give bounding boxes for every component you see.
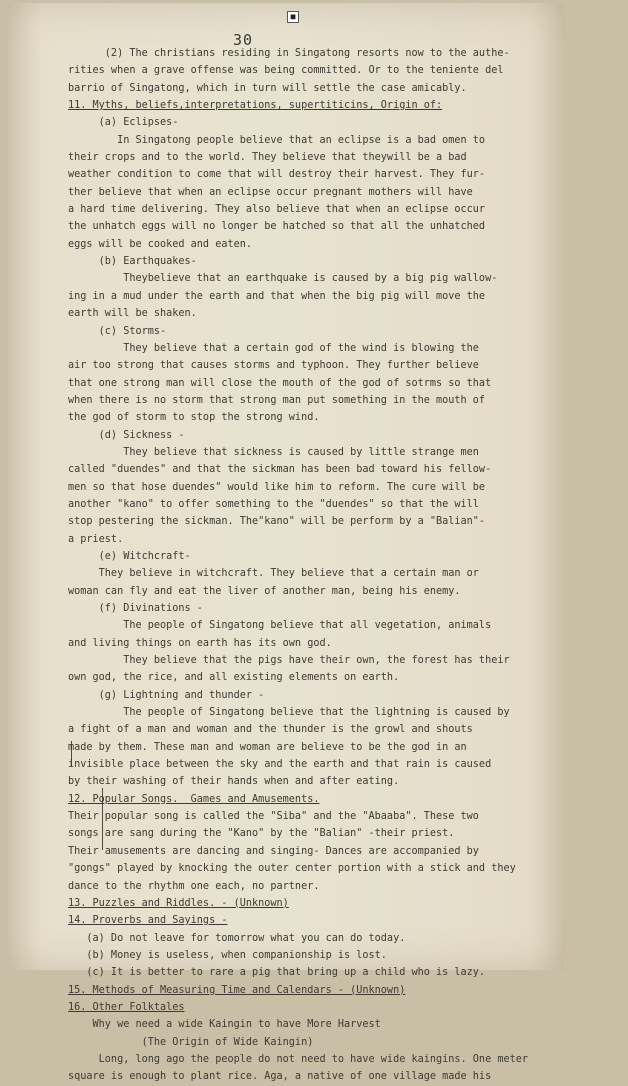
section-heading: 13. Puzzles and Riddles. - (Unknown) [68,897,289,909]
text-line: (b) Earthquakes- [68,256,197,268]
section-heading: 11. Myths, beliefs,interpretations, supertiticins, Origin of: [68,100,443,112]
text-line: when there is no storm that strong man put something in the mouth of [68,394,486,406]
section-heading: 15. Methods of Measuring Time and Calendars - (Unknown) [68,984,406,996]
text-line: another "kano" to offer something to the "duendes" so that the will [68,498,479,510]
text-line: the unhatch eggs will no longer be hatched so that all the unhatched [68,221,486,233]
text-line: earth will be shaken. [68,308,197,320]
text-line: (c) It is better to rare a pig that bring up a child who is lazy. [68,967,486,979]
text-line: rities when a grave offense was being committed. Or to the teniente del [68,65,504,77]
typed-text-body [0,45,628,1086]
library-stamp-icon: ■ [287,11,299,23]
text-line: a fight of a man and woman and the thunder is the growl and shouts [68,724,473,736]
text-line: and living things on earth has its own god. [68,637,332,649]
text-line: They believe in witchcraft. They believe that a certain man or [68,568,479,580]
text-line: air too strong that causes storms and typhoon. They further believe [68,360,479,372]
text-line: (a) Do not leave for tomorrow what you can do today. [68,932,406,944]
text-line: ing in a mud under the earth and that when the big pig will move the [68,290,486,302]
text-line: called "duendes" and that the sickman has been bad toward his fellow- [68,464,492,476]
text-line: eggs will be cooked and eaten. [68,238,253,250]
text-line: own god, the rice, and all existing elements on earth. [68,672,400,684]
document-page [8,3,564,1083]
text-line: invisible place between the sky and the earth and that rain is caused [68,759,492,771]
text-line: barrio of Singatong, which in turn will settle the case amicably. [68,82,467,94]
text-line: made by them. These man and woman are believe to be the god in an [68,741,467,753]
text-line: (d) Sickness - [68,429,185,441]
text-line: "gongs" played by knocking the outer center portion with a stick and they [68,863,516,875]
page-number: 30 [233,31,254,49]
text-line: woman can fly and eat the liver of another man, being his enemy. [68,585,461,597]
text-line: a priest. [68,533,124,545]
text-line: songs are sang during the "Kano" by the "Balian" -their priest. [68,828,455,840]
text-line: their crops and to the world. They believe that theywill be a bad [68,152,467,164]
text-line: (c) Storms- [68,325,167,337]
text-line: dance to the rhythm one each, no partner. [68,880,320,892]
text-line: (g) Lightning and thunder - [68,689,265,701]
text-line: stop pestering the sickman. The"kano" will be perform by a "Balian"- [68,516,486,528]
section-heading: 14. Proverbs and Sayings - [68,915,228,927]
text-line: They believe that a certain god of the wind is blowing the [68,342,479,354]
text-line: weather condition to come that will destroy their harvest. They fur- [68,169,486,181]
text-line: Long, long ago the people do not need to have wide kaingins. One meter [68,1053,529,1065]
text-line: They believe that the pigs have their own, the forest has their [68,655,510,667]
text-line: (f) Divinations - [68,603,203,614]
text-line: square is enough to plant rice. Aga, a native of one village made his [68,1071,492,1083]
section-heading: 16. Other Folktales [68,1001,185,1013]
text-line: (b) Money is useless, when companionship is lost. [68,949,387,961]
text-line: the god of storm to stop the strong wind. [68,412,320,424]
text-line: men so that hose duendes" would like him to reform. The cure will be [68,481,486,493]
text-line: Their amusements are dancing and singing- Dances are accompanied by [68,845,479,857]
text-line: They believe that sickness is caused by little strange men [68,446,479,458]
text-line: a hard time delivering. They also believe that when an eclipse occur [68,204,486,216]
section-heading: 12. Popular Songs. Games and Amusements. [68,793,320,805]
text-line: The people of Singatong believe that the lightning is caused by [68,707,510,719]
text-line: by their washing of their hands when and after eating. [68,776,400,788]
text-line: that one strong man will close the mouth of the god of sotrms so that [68,377,492,389]
text-line: (2) The christians residing in Singatong resorts now to the authe- [68,48,510,59]
text-line: In Singatong people believe that an eclipse is a bad omen to [68,134,486,146]
text-line: The people of Singatong believe that all vegetation, animals [68,620,492,632]
text-line: ther believe that when an eclipse occur pregnant mothers will have [68,186,473,198]
text-line: Theybelieve that an earthquake is caused by a big pig wallow- [68,273,498,285]
text-line: (a) Eclipses- [68,117,179,129]
text-line: (e) Witchcraft- [68,550,191,562]
text-line: (The Origin of Wide Kaingin) [68,1036,314,1048]
text-line: Why we need a wide Kaingin to have More Harvest [68,1019,381,1031]
text-line: Their popular song is called the "Siba" and the "Abaaba". These two [68,811,479,823]
